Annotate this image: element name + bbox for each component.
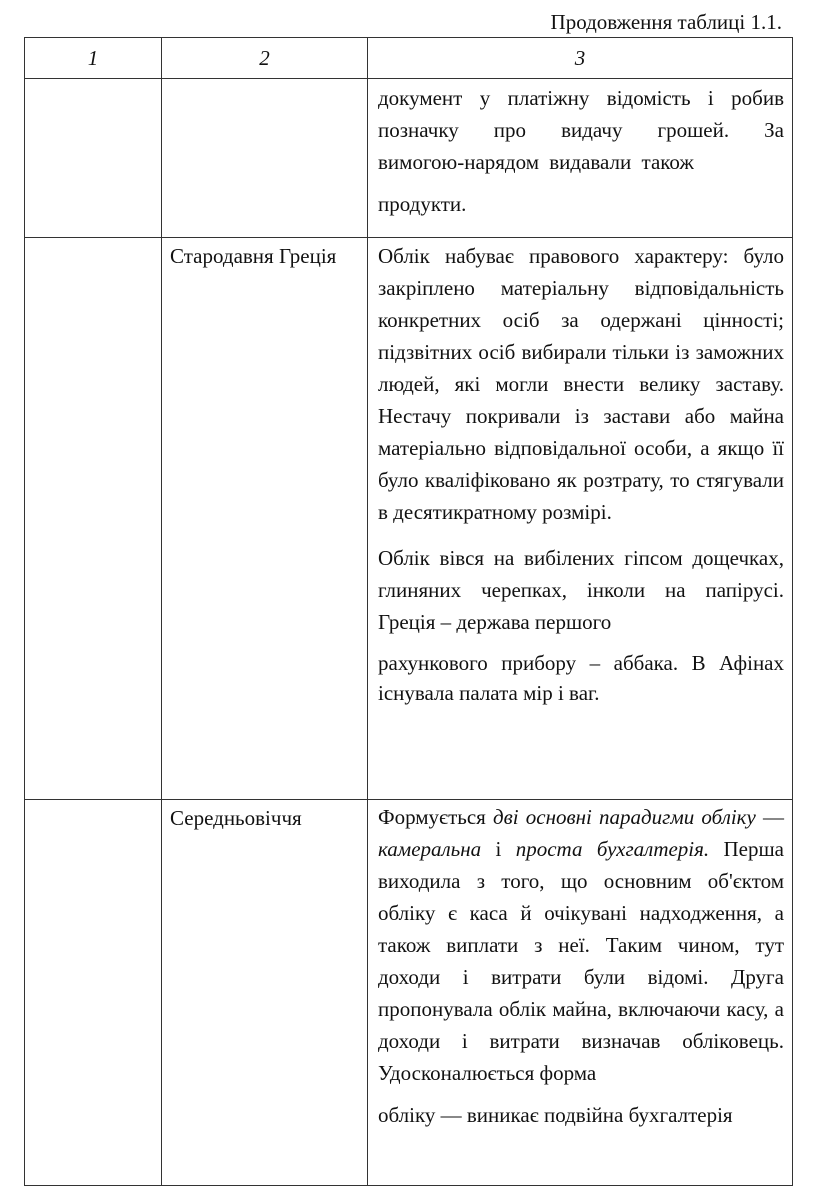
header-col-2: 2 — [162, 38, 368, 79]
row2-col1 — [25, 238, 162, 800]
table-continuation-caption: Продовження таблиці 1.1. — [550, 10, 782, 34]
row1-line: позначку про видачу грошей. За — [378, 118, 784, 142]
row3-col3 — [368, 800, 793, 1186]
row2-col3 — [368, 238, 793, 800]
table-header-row — [25, 38, 793, 79]
row1-col3 — [368, 79, 793, 238]
table-row — [25, 800, 793, 1186]
row1-col2 — [162, 79, 368, 238]
row3-col2 — [162, 800, 368, 1186]
row1-line: продукти. — [378, 192, 467, 216]
row3-period: Середньовіччя — [170, 806, 302, 830]
row2-period: Стародавня Греція — [170, 244, 337, 268]
row2-paragraph-1: Облік набуває правового характеру: було закріплено матеріальну відповідальність конкретних осіб за одержані цінності; підзвітних осіб вибирали тільки із заможних людей, які могли внести велику заставу. Нестачу покривали із застави або майна матеріально відповідальної особи, а якщо її було кваліфіковано як розтрату, то стягували в десятикратному розмірі. — [378, 244, 784, 524]
header-col-1: 1 — [25, 38, 162, 79]
header-col-3: 3 — [368, 38, 793, 79]
row2-paragraph-2: Облік вівся на вибілених гіпсом дощечках, глиняних черепках, інколи на папірусі. Греція – держава першого — [378, 546, 784, 634]
row1-line: документ у платіжну відомість і робив — [378, 86, 784, 110]
row1-line: вимогою-нарядом видавали також — [378, 150, 694, 174]
row3-paragraph: Формується дві основні парадигми обліку — камеральна і проста бухгалтерія. Перша виходила з того, що основним об'єктом обліку є каса й очікувані надходження, а також виплати з неї. Таким чином, тут доходи і витрати були відомі. Друга пропонувала облік майна, включаючи касу, а доходи і витрати визначав обліковець. Удосконалюється форма — [378, 805, 785, 1085]
table-row — [25, 238, 793, 800]
row3-col1 — [25, 800, 162, 1186]
table-row — [25, 79, 793, 238]
row2-paragraph-3: рахункового прибору – аббака. В Афінах існувала палата мір і ваг. — [378, 651, 784, 705]
history-table — [24, 37, 793, 1186]
row3-last-line: обліку — виникає подвійна бухгалтерія — [378, 1103, 733, 1127]
row1-col1 — [25, 79, 162, 238]
row2-col2 — [162, 238, 368, 800]
